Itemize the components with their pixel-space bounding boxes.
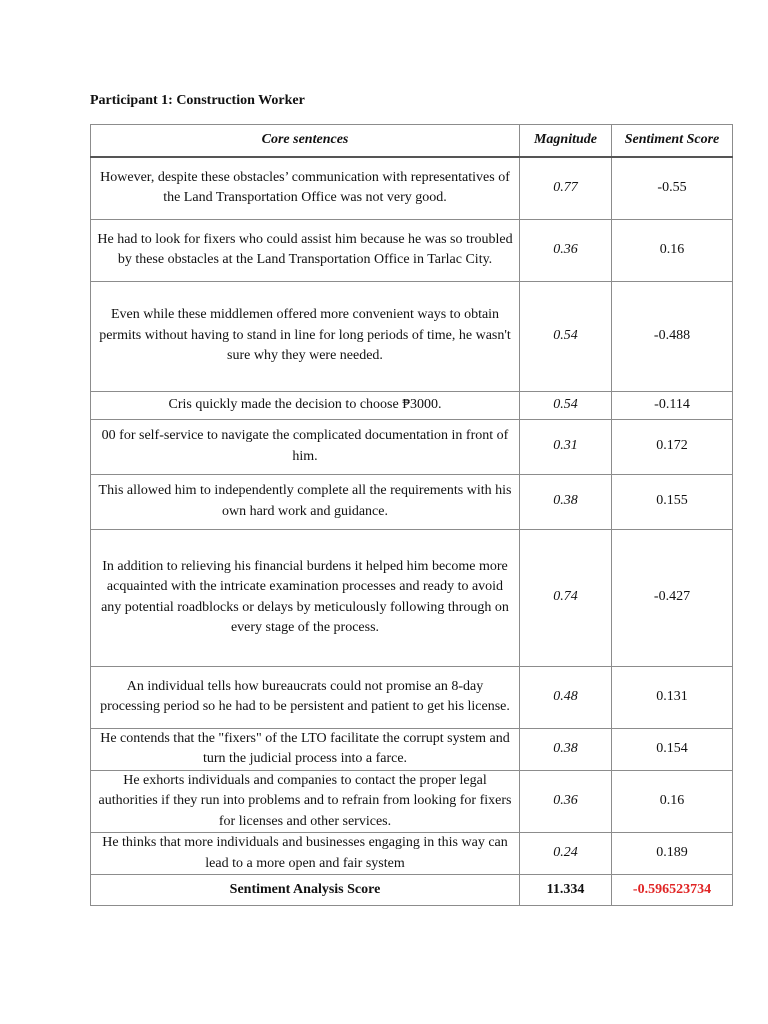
page-title: Participant 1: Construction Worker	[90, 93, 305, 108]
table-row	[91, 770, 733, 833]
magnitude-cell: 0.36	[520, 770, 612, 833]
score-cell: 0.16	[612, 770, 733, 833]
sentence-cell: Cris quickly made the decision to choose ₱3000.	[91, 391, 520, 419]
magnitude-cell: 0.24	[520, 833, 612, 875]
score-cell: -0.427	[612, 529, 733, 666]
sentence-cell: He thinks that more individuals and businesses engaging in this way can lead to a more open and fair system	[91, 833, 520, 875]
sentence-cell: However, despite these obstacles’ communication with representatives of the Land Transportation Office was not very good.	[91, 157, 520, 219]
header-core-sentences: Core sentences	[91, 125, 520, 158]
sentence-cell: 00 for self-service to navigate the complicated documentation in front of him.	[91, 419, 520, 474]
magnitude-cell: 0.31	[520, 419, 612, 474]
sentence-cell: In addition to relieving his financial burdens it helped him become more acquainted with the intricate examination processes and ready to avoid any potential roadblocks or delays by meticulously following through on every stage of the process.	[91, 529, 520, 666]
total-label: Sentiment Analysis Score	[91, 875, 520, 906]
table-row	[91, 833, 733, 875]
table-row	[91, 157, 733, 219]
score-cell: -0.488	[612, 281, 733, 391]
table-row	[91, 391, 733, 419]
score-cell: 0.154	[612, 728, 733, 770]
magnitude-cell: 0.36	[520, 219, 612, 281]
total-score: -0.596523734	[612, 875, 733, 906]
sentence-cell: Even while these middlemen offered more convenient ways to obtain permits without having to stand in line for long periods of time, he wasn't sure why they were needed.	[91, 281, 520, 391]
magnitude-cell: 0.38	[520, 728, 612, 770]
magnitude-cell: 0.77	[520, 157, 612, 219]
table-row	[91, 666, 733, 728]
sentence-cell: This allowed him to independently complete all the requirements with his own hard work and guidance.	[91, 474, 520, 529]
sentence-cell: He exhorts individuals and companies to contact the proper legal authorities if they run into problems and to refrain from looking for fixers for licenses and other services.	[91, 770, 520, 833]
table-row	[91, 474, 733, 529]
score-cell: 0.172	[612, 419, 733, 474]
score-cell: -0.114	[612, 391, 733, 419]
header-sentiment-score: Sentiment Score	[612, 125, 733, 158]
table-row	[91, 281, 733, 391]
table-row	[91, 419, 733, 474]
sentence-cell: He had to look for fixers who could assist him because he was so troubled by these obstacles at the Land Transportation Office in Tarlac City.	[91, 219, 520, 281]
table-row	[91, 728, 733, 770]
magnitude-cell: 0.74	[520, 529, 612, 666]
score-cell: 0.131	[612, 666, 733, 728]
sentence-cell: An individual tells how bureaucrats could not promise an 8-day processing period so he had to be persistent and patient to get his license.	[91, 666, 520, 728]
magnitude-cell: 0.38	[520, 474, 612, 529]
total-magnitude: 11.334	[520, 875, 612, 906]
total-row	[91, 875, 733, 906]
score-cell: -0.55	[612, 157, 733, 219]
score-cell: 0.189	[612, 833, 733, 875]
sentiment-table	[90, 124, 733, 906]
sentence-cell: He contends that the "fixers" of the LTO facilitate the corrupt system and turn the judicial process into a farce.	[91, 728, 520, 770]
table-row	[91, 529, 733, 666]
magnitude-cell: 0.54	[520, 391, 612, 419]
score-cell: 0.155	[612, 474, 733, 529]
header-magnitude: Magnitude	[520, 125, 612, 158]
table-header-row	[91, 125, 733, 158]
magnitude-cell: 0.54	[520, 281, 612, 391]
magnitude-cell: 0.48	[520, 666, 612, 728]
score-cell: 0.16	[612, 219, 733, 281]
table-row	[91, 219, 733, 281]
